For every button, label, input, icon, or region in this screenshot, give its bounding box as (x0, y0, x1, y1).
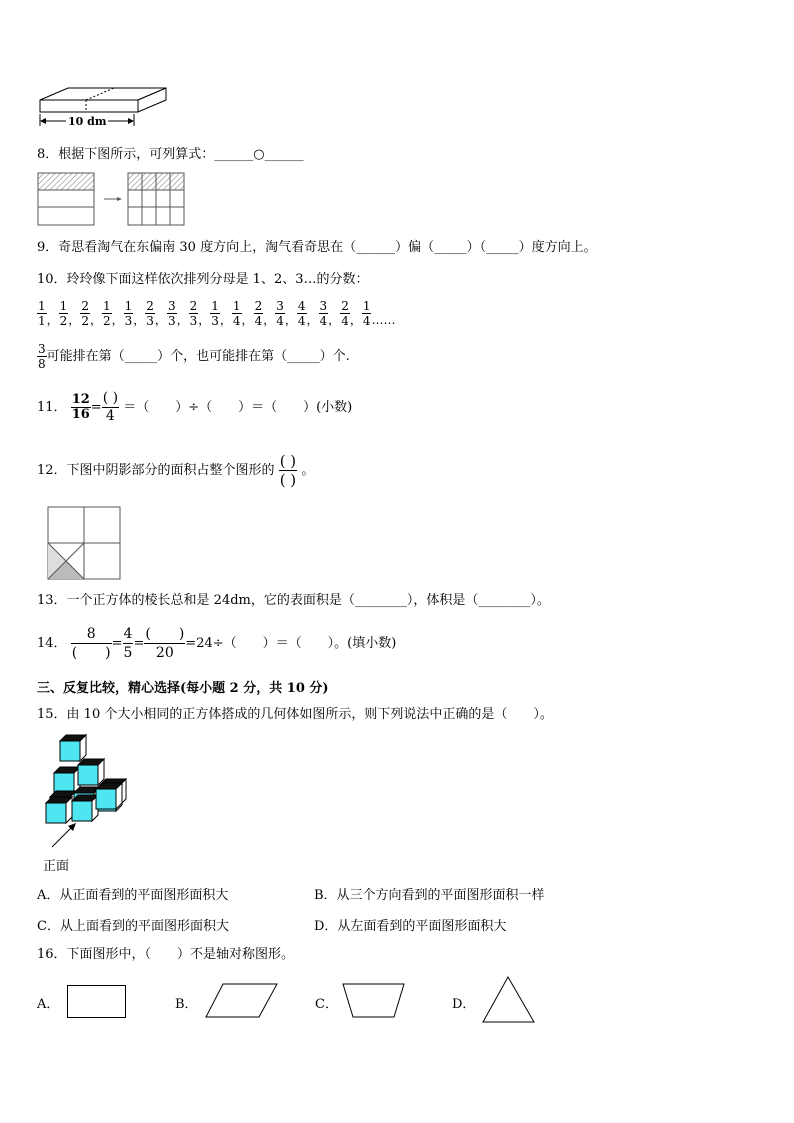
separator: ， (133, 313, 146, 327)
sequence-fraction: $\frac{2}{2}$ (81, 299, 89, 328)
q16-option-d-label[interactable]: D． (452, 997, 476, 1012)
equals-sign: = (90, 400, 102, 415)
separator: ， (306, 313, 319, 327)
sequence-fraction: $\frac{2}{3}$ (189, 299, 198, 328)
fraction-blank: $\frac{( )}{( )}$ (279, 452, 297, 489)
option-d[interactable]: D．从左面看到的平面图形面积大 (314, 919, 507, 934)
sequence-fraction: $\frac{4}{4}$ (297, 299, 306, 328)
question-16: 16．下面图形中，（ ）不是轴对称图形。 (37, 947, 295, 962)
question-10-intro: 10．玲玲像下面这样依次排列分母是 1、2、3…的分数： (37, 272, 369, 287)
q16-option-a-label[interactable]: A． (37, 997, 60, 1012)
sequence-fraction: $\frac{1}{3}$ (124, 299, 133, 328)
q8-figure (38, 173, 188, 228)
separator: ， (219, 313, 232, 327)
sequence-fraction: $\frac{1}{3}$ (211, 299, 219, 328)
cube (96, 783, 122, 809)
q12-end: 。 (301, 463, 315, 478)
fraction-4-5: $\frac{4}{5}$ (123, 626, 133, 661)
option-a[interactable]: A．从正面看到的平面图形面积大 (37, 888, 229, 903)
question-11 (37, 390, 352, 425)
sequence-fraction: $\frac{2}{4}$ (341, 299, 349, 328)
cube (78, 759, 104, 785)
option-c[interactable]: C．从上面看到的平面图形面积大 (37, 919, 229, 934)
separator: ， (89, 313, 102, 327)
fraction-blank-20: $\frac{( )}{20}$ (145, 626, 185, 661)
equals-sign: = (133, 636, 145, 651)
fraction-12-16: $\frac{12}{16}$ (71, 392, 90, 422)
separator: ， (46, 313, 59, 327)
sequence-fraction: $\frac{1}{4}$ (362, 299, 371, 328)
cube (60, 735, 86, 761)
separator: ， (241, 313, 254, 327)
cube (46, 797, 72, 823)
q11-number: 11． (37, 400, 67, 415)
sequence-fraction: $\frac{1}{4}$ (232, 299, 241, 328)
separator: ， (198, 313, 211, 327)
separator: ， (111, 313, 124, 327)
q14-number: 14． (37, 636, 67, 651)
q12-square-figure (48, 507, 122, 581)
ellipsis: …… (371, 313, 396, 327)
question-13: 13．一个正方体的棱长总和是 24dm，它的表面积是（________），体积是（________）。 (37, 593, 550, 608)
separator: ， (263, 313, 276, 327)
separator: ， (328, 313, 341, 327)
question-10-tail (37, 342, 350, 371)
question-12 (37, 452, 314, 489)
q11-tail: ＝（ ）÷（ ）＝（ ）(小数) (123, 400, 353, 415)
sequence-fraction: $\frac{2}{4}$ (254, 299, 263, 328)
dimension-label: 10 dm (68, 115, 107, 128)
q16-option-b-label[interactable]: B． (175, 997, 198, 1012)
fraction-3-8: $\frac{3}{8}$ (38, 342, 46, 371)
question-9: 9．奇思看淘气在东偏南 30 度方向上，淘气看奇思在（______）偏（_____）（_____）度方向上。 (37, 240, 597, 255)
sequence-fraction: $\frac{1}{2}$ (102, 299, 111, 328)
q12-text: 12．下图中阴影部分的面积占整个图形的 (37, 463, 275, 478)
cube (54, 767, 80, 793)
fraction-sequence (37, 299, 395, 328)
separator: ， (284, 313, 297, 327)
sequence-fraction: $\frac{1}{1}$ (38, 299, 46, 328)
cube (72, 795, 98, 821)
separator: ， (349, 313, 362, 327)
q16-option-c-label[interactable]: C． (315, 997, 338, 1012)
question-8: 8．根据下图所示，可列算式：______○______ (37, 147, 304, 162)
front-label: 正面 (43, 859, 70, 874)
sequence-fraction: $\frac{1}{2}$ (59, 299, 68, 328)
q14-tail: =24÷（ ）＝（ ）。(填小数) (185, 636, 397, 651)
equals-sign: = (111, 636, 123, 651)
rectangle-shape (67, 985, 127, 1019)
triangle-shape (482, 976, 536, 1024)
trapezoid-shape (342, 983, 406, 1019)
fraction-8-blank: $\frac{8}{( )}$ (71, 626, 111, 661)
fraction-blank-4: $\frac{( )}{4}$ (102, 390, 119, 424)
cube-stack-figure (44, 735, 134, 855)
sequence-fraction: $\frac{3}{4}$ (319, 299, 328, 328)
question-10-tail-text: 可能排在第（_____）个，也可能排在第（_____）个. (46, 349, 350, 364)
sequence-fraction: $\frac{3}{4}$ (276, 299, 284, 328)
question-14 (37, 625, 396, 662)
separator: ， (154, 313, 167, 327)
section-3-title: 三、反复比较，精心选择(每小题 2 分，共 10 分) (37, 681, 329, 696)
sequence-fraction: $\frac{2}{3}$ (146, 299, 154, 328)
question-15: 15．由 10 个大小相同的正方体搭成的几何体如图所示，则下列说法中正确的是（ ）。 (37, 707, 553, 722)
sequence-fraction: $\frac{3}{3}$ (167, 299, 176, 328)
separator: ， (68, 313, 81, 327)
option-b[interactable]: B．从三个方向看到的平面图形面积一样 (314, 888, 545, 903)
separator: ， (176, 313, 189, 327)
parallelogram-shape (205, 983, 279, 1019)
